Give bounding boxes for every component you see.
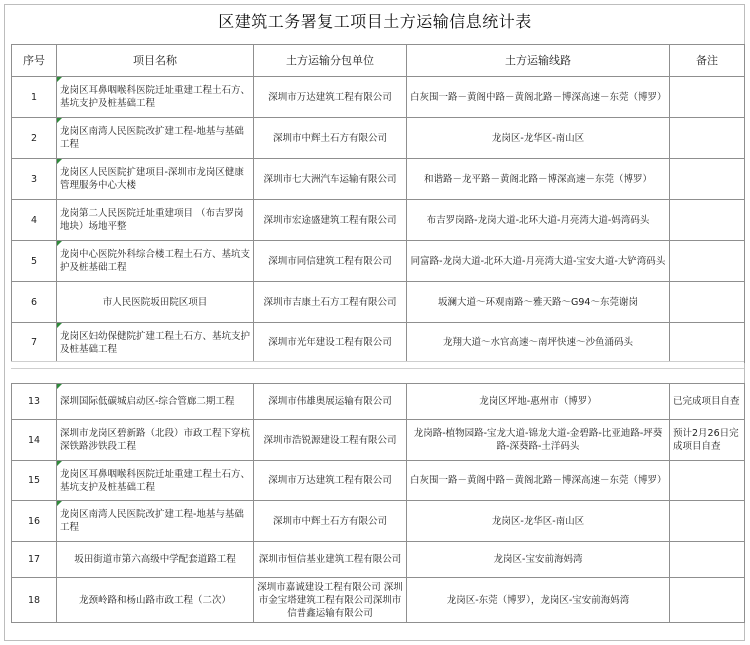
row-number: 7 [12, 323, 57, 363]
project-name-cell: 深圳国际低碳城启动区-综合管廊二期工程 [57, 384, 254, 420]
transport-route-cell: 龙岗路-植物园路-宝龙大道-锦龙大道-金碧路-比亚迪路-坪葵路-深葵路-土洋码头 [407, 420, 670, 461]
project-name-cell: 龙岗区耳鼻咽喉科医院迁址重建工程土石方、基坑支护及桩基础工程 [57, 461, 254, 501]
subcontractor-cell: 深圳市中辉土石方有限公司 [254, 118, 407, 159]
subcontractor-cell: 深圳市吉康土石方工程有限公司 [254, 282, 407, 323]
table-row [12, 282, 745, 323]
project-name-cell: 龙岗区南湾人民医院改扩建工程-地基与基础工程 [57, 501, 254, 542]
table-row [12, 159, 745, 200]
row-number: 16 [12, 501, 57, 542]
header-note: 备注 [670, 45, 745, 77]
table-row [12, 118, 745, 159]
project-name-cell: 深圳市龙岗区碧新路（北段）市政工程下穿杭深铁路涉铁段工程 [57, 420, 254, 461]
table-row [12, 384, 745, 420]
bottom-table [11, 383, 745, 623]
remark-cell [670, 118, 745, 159]
row-number: 1 [12, 77, 57, 118]
subcontractor-cell: 深圳市七大洲汽车运输有限公司 [254, 159, 407, 200]
transport-route-cell: 白灰围一路－黄阁中路－黄阁北路－博深高速－东莞（博罗） [407, 77, 670, 118]
remark-cell [670, 200, 745, 241]
row-number: 2 [12, 118, 57, 159]
transport-route-cell: 布吉罗岗路-龙岗大道-北环大道-月亮湾大道-妈湾码头 [407, 200, 670, 241]
transport-route-cell: 龙岗区-东莞（博罗），龙岗区-宝安前海妈湾 [407, 578, 670, 623]
transport-route-cell: 白灰围一路－黄阁中路－黄阁北路－博深高速－东莞（博罗） [407, 461, 670, 501]
top-table [11, 44, 745, 363]
project-name-cell: 龙岗中心医院外科综合楼工程土石方、基坑支护及桩基础工程 [57, 241, 254, 282]
row-number: 14 [12, 420, 57, 461]
transport-route-cell: 龙岗区-龙华区-南山区 [407, 501, 670, 542]
row-number: 17 [12, 542, 57, 578]
table-row [12, 461, 745, 501]
project-name-cell: 龙岗区南湾人民医院改扩建工程-地基与基础工程 [57, 118, 254, 159]
remark-cell [670, 323, 745, 363]
remark-cell [670, 282, 745, 323]
project-name-cell: 龙岗区妇幼保健院扩建工程土石方、基坑支护及桩基础工程 [57, 323, 254, 363]
remark-cell [670, 542, 745, 578]
gap-divider-bottom [11, 368, 744, 369]
project-name-cell: 龙岗第二人民医院迁址重建项目 （布吉罗岗地块）场地平整 [57, 200, 254, 241]
header-name: 项目名称 [57, 45, 254, 77]
header-row [12, 45, 745, 77]
subcontractor-cell: 深圳市恒信基业建筑工程有限公司 [254, 542, 407, 578]
table-row [12, 77, 745, 118]
project-name-cell: 龙颈岭路和杨山路市政工程（二次） [57, 578, 254, 623]
remark-cell [670, 159, 745, 200]
table-row [12, 241, 745, 282]
remark-cell [670, 578, 745, 623]
remark-cell [670, 501, 745, 542]
row-number: 3 [12, 159, 57, 200]
transport-route-cell: 龙岗区坪地-惠州市（博罗） [407, 384, 670, 420]
project-name-cell: 市人民医院坂田院区项目 [57, 282, 254, 323]
header-route: 土方运输线路 [407, 45, 670, 77]
subcontractor-cell: 深圳市伟雄奥展运输有限公司 [254, 384, 407, 420]
remark-cell [670, 241, 745, 282]
table-row [12, 542, 745, 578]
header-no: 序号 [12, 45, 57, 77]
page-title: 区建筑工务署复工项目土方运输信息统计表 [218, 12, 532, 31]
subcontractor-cell: 深圳市同信建筑工程有限公司 [254, 241, 407, 282]
subcontractor-cell: 深圳市中辉土石方有限公司 [254, 501, 407, 542]
transport-route-cell: 同富路-龙岗大道-北环大道-月亮湾大道-宝安大道-大铲湾码头 [407, 241, 670, 282]
subcontractor-cell: 深圳市万达建筑工程有限公司 [254, 77, 407, 118]
remark-cell [670, 77, 745, 118]
table-row [12, 420, 745, 461]
table-row [12, 501, 745, 542]
transport-route-cell: 龙岗区-宝安前海妈湾 [407, 542, 670, 578]
row-number: 4 [12, 200, 57, 241]
transport-route-cell: 坂澜大道～环观南路～雅天路～G94～东莞谢岗 [407, 282, 670, 323]
gap-divider-top [11, 361, 744, 362]
row-number: 5 [12, 241, 57, 282]
table-row [12, 323, 745, 363]
transport-route-cell: 龙翔大道～水官高速～南坪快速～沙鱼涌码头 [407, 323, 670, 363]
subcontractor-cell: 深圳市光年建设工程有限公司 [254, 323, 407, 363]
header-unit: 土方运输分包单位 [254, 45, 407, 77]
row-number: 15 [12, 461, 57, 501]
remark-cell: 预计2月26日完成项目自查 [670, 420, 745, 461]
project-name-cell: 龙岗区人民医院扩建项目-深圳市龙岗区健康管理服务中心大楼 [57, 159, 254, 200]
subcontractor-cell: 深圳市宏途盛建筑工程有限公司 [254, 200, 407, 241]
row-number: 13 [12, 384, 57, 420]
row-number: 6 [12, 282, 57, 323]
remark-cell: 已完成项目自查 [670, 384, 745, 420]
remark-cell [670, 461, 745, 501]
table-row [12, 200, 745, 241]
subcontractor-cell: 深圳市浩锐源建设工程有限公司 [254, 420, 407, 461]
table-row [12, 578, 745, 623]
transport-route-cell: 龙岗区-龙华区-南山区 [407, 118, 670, 159]
project-name-cell: 龙岗区耳鼻咽喉科医院迁址重建工程土石方、基坑支护及桩基础工程 [57, 77, 254, 118]
row-number: 18 [12, 578, 57, 623]
project-name-cell: 坂田街道市第六高级中学配套道路工程 [57, 542, 254, 578]
subcontractor-cell: 深圳市嘉诚建设工程有限公司 深圳市金宝塔建筑工程有限公司深圳市信普鑫运输有限公司 [254, 578, 407, 623]
subcontractor-cell: 深圳市万达建筑工程有限公司 [254, 461, 407, 501]
transport-route-cell: 和谐路－龙平路－黄阁北路－博深高速－东莞（博罗） [407, 159, 670, 200]
